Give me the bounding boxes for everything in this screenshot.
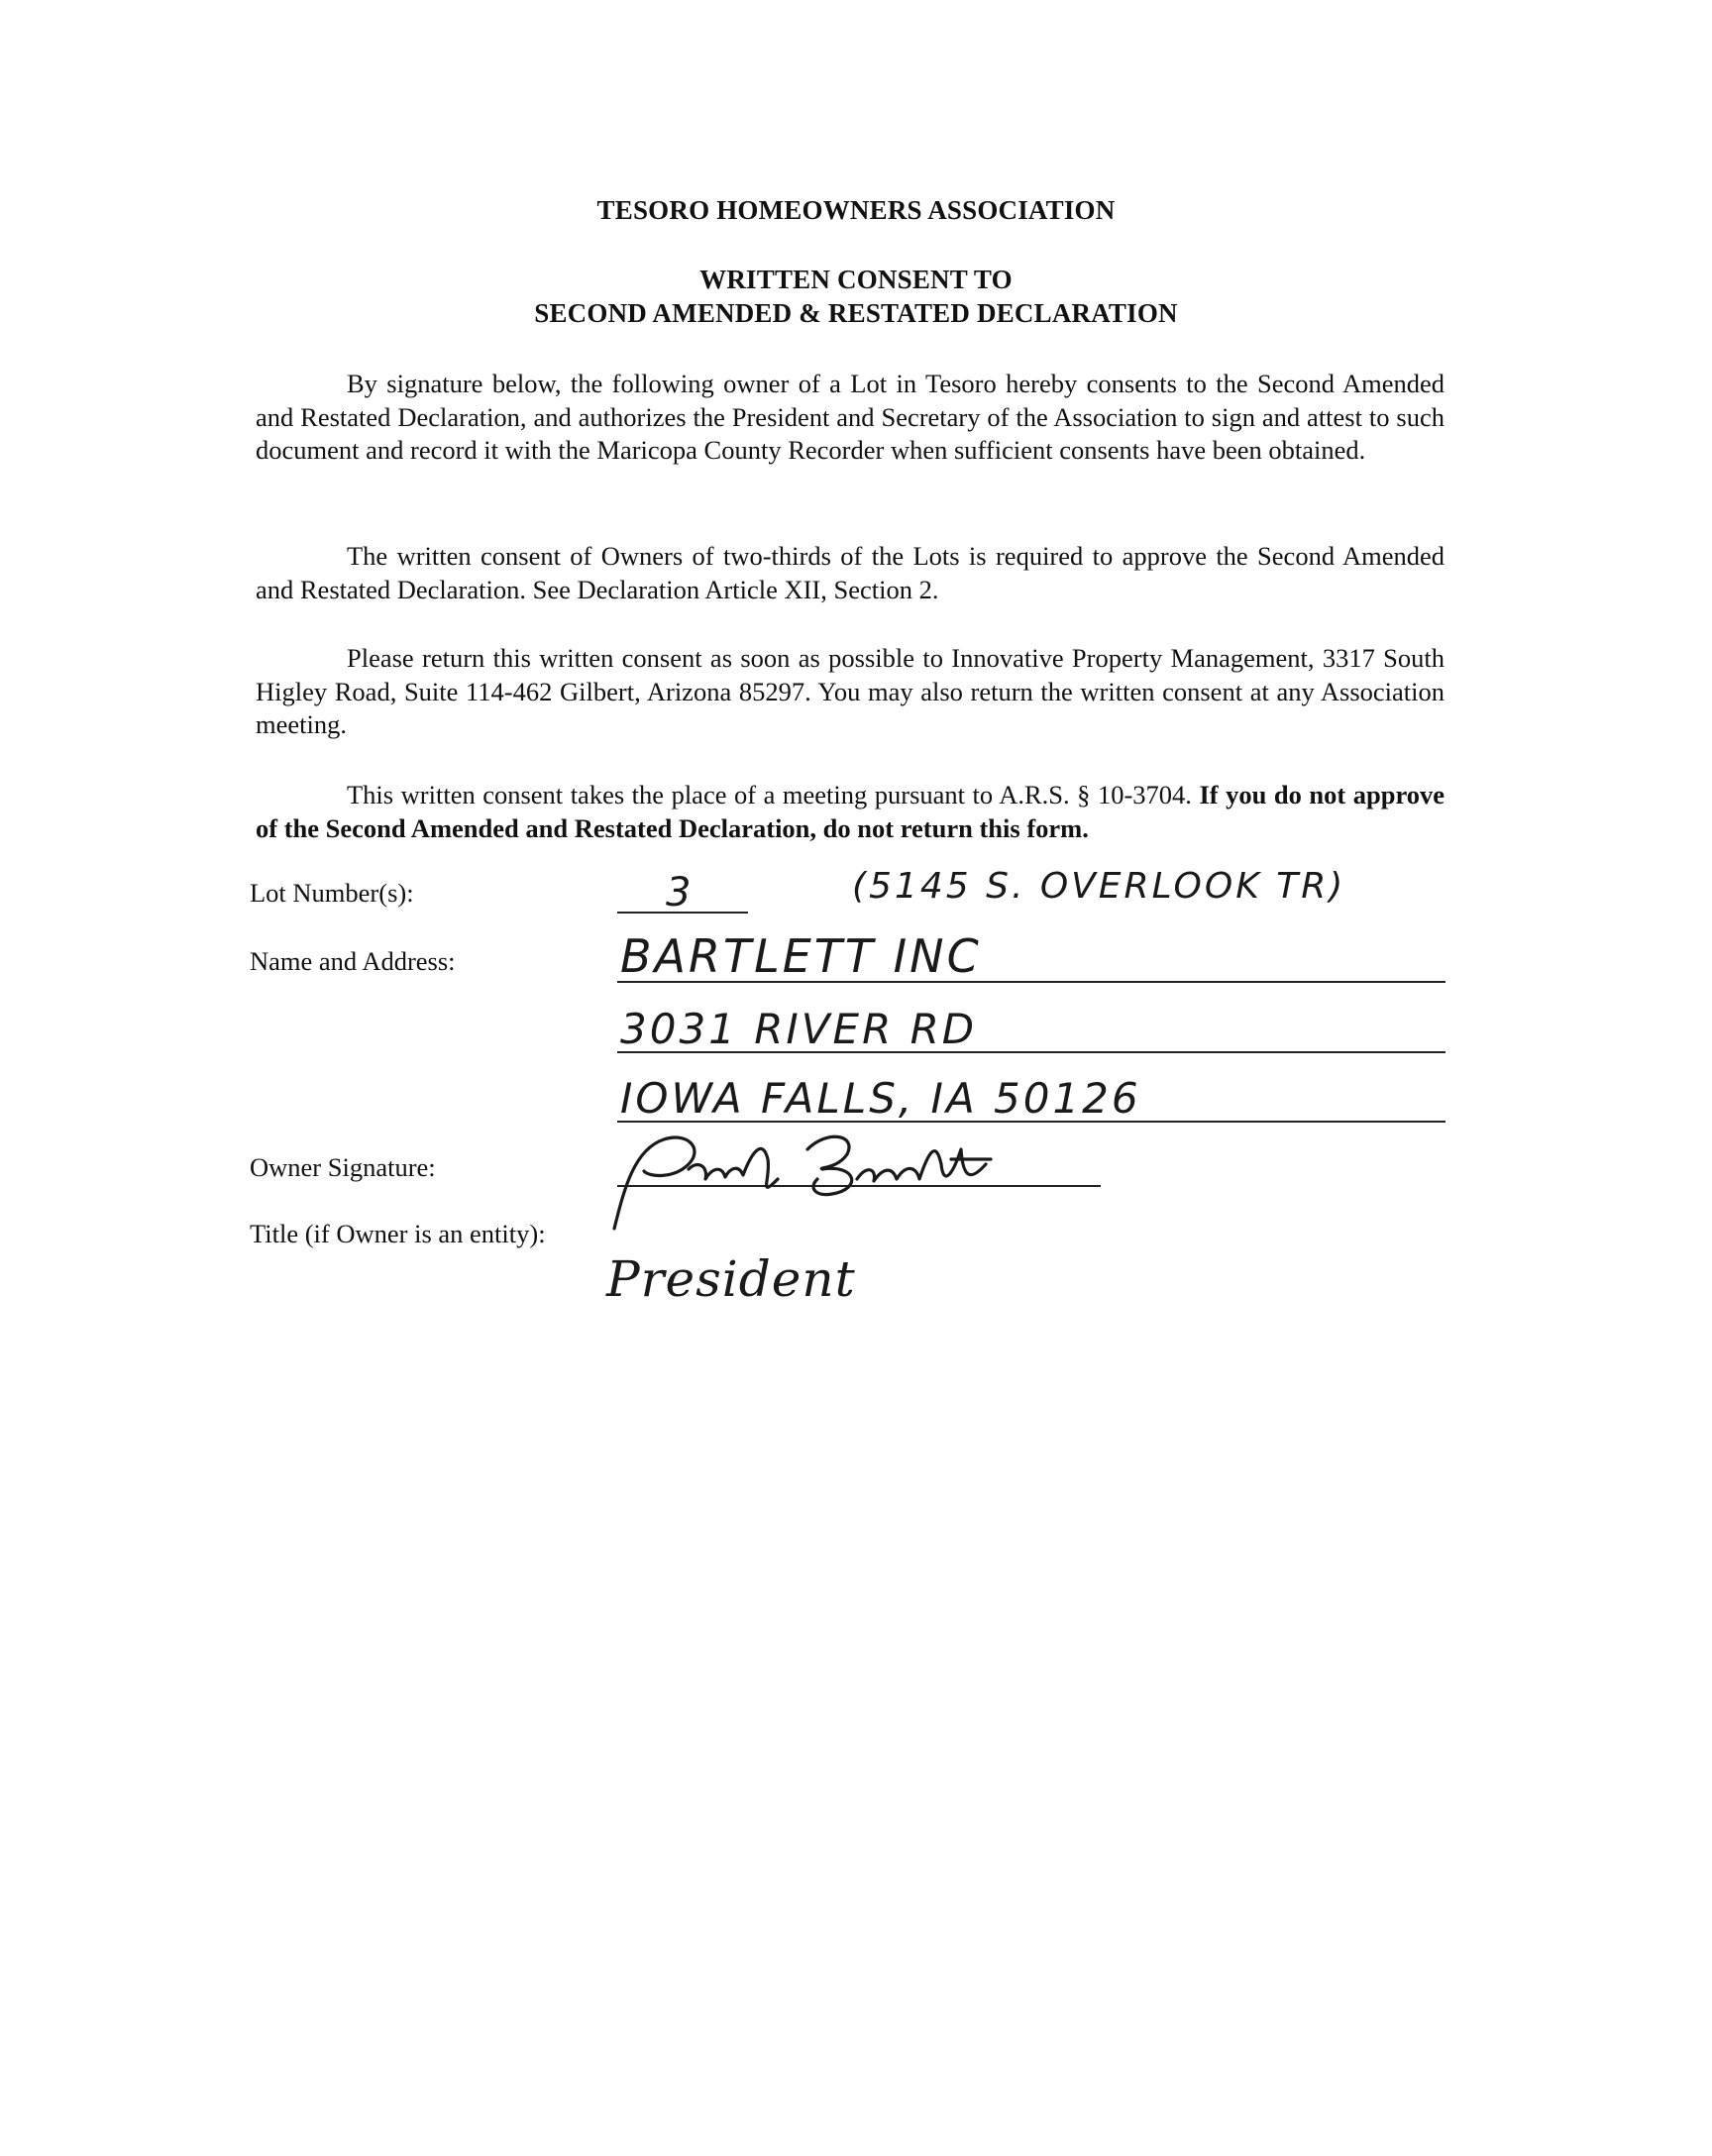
owner-title-label: Title (if Owner is an entity): bbox=[250, 1219, 546, 1248]
handwritten-address-line2: IOWA FALLS, IA 50126 bbox=[620, 1074, 1141, 1123]
handwritten-lot-number: 3 bbox=[666, 870, 695, 916]
paragraph-requirement bbox=[256, 540, 1444, 606]
paragraph-requirement-text: The written consent of Owners of two-thirds of the Lots is required to approve the Second Amended and Restated Declaration. See Declaration Article XII, Section 2. bbox=[256, 541, 1444, 604]
owner-signature bbox=[594, 1120, 1110, 1239]
paragraph-meeting-text: This written consent takes the place of a meeting pursuant to A.R.S. § 10-3704. bbox=[347, 780, 1200, 809]
form-title-line2: SECOND AMENDED & RESTATED DECLARATION bbox=[534, 298, 1178, 328]
form-title-line1: WRITTEN CONSENT TO bbox=[699, 265, 1013, 294]
handwritten-lot-address: (5145 S. OVERLOOK TR) bbox=[852, 866, 1346, 907]
name-address-label: Name and Address: bbox=[250, 946, 456, 976]
paragraph-meeting bbox=[256, 779, 1444, 845]
paragraph-return bbox=[256, 642, 1444, 742]
org-heading: TESORO HOMEOWNERS ASSOCIATION bbox=[596, 195, 1116, 225]
paragraph-return-text: Please return this written consent as soon as possible to Innovative Property Management, 3317 South Higley Road, Suite 114-462 Gilbert, Arizona 85297. You may also return the written consent at any Association meeting. bbox=[256, 643, 1444, 739]
handwritten-owner-name: BARTLETT INC bbox=[620, 929, 982, 983]
paragraph-consent bbox=[256, 368, 1444, 468]
owner-signature-label: Owner Signature: bbox=[250, 1152, 436, 1182]
handwritten-owner-title: President bbox=[606, 1250, 856, 1308]
paragraph-consent-text: By signature below, the following owner of a Lot in Tesoro hereby consents to the Second Amended and Restated Declaration, and authorizes the President and Secretary of the Association to sign and attest to such document and record it with the Maricopa County Recorder when sufficient consents have been obtained. bbox=[256, 369, 1444, 465]
handwritten-address-line1: 3031 RIVER RD bbox=[620, 1005, 978, 1053]
lot-number-label: Lot Number(s): bbox=[250, 878, 414, 908]
paragraph-meeting-warning: If you do not approve of the Second Amended and Restated Declaration, do not return this form. bbox=[256, 780, 1444, 843]
